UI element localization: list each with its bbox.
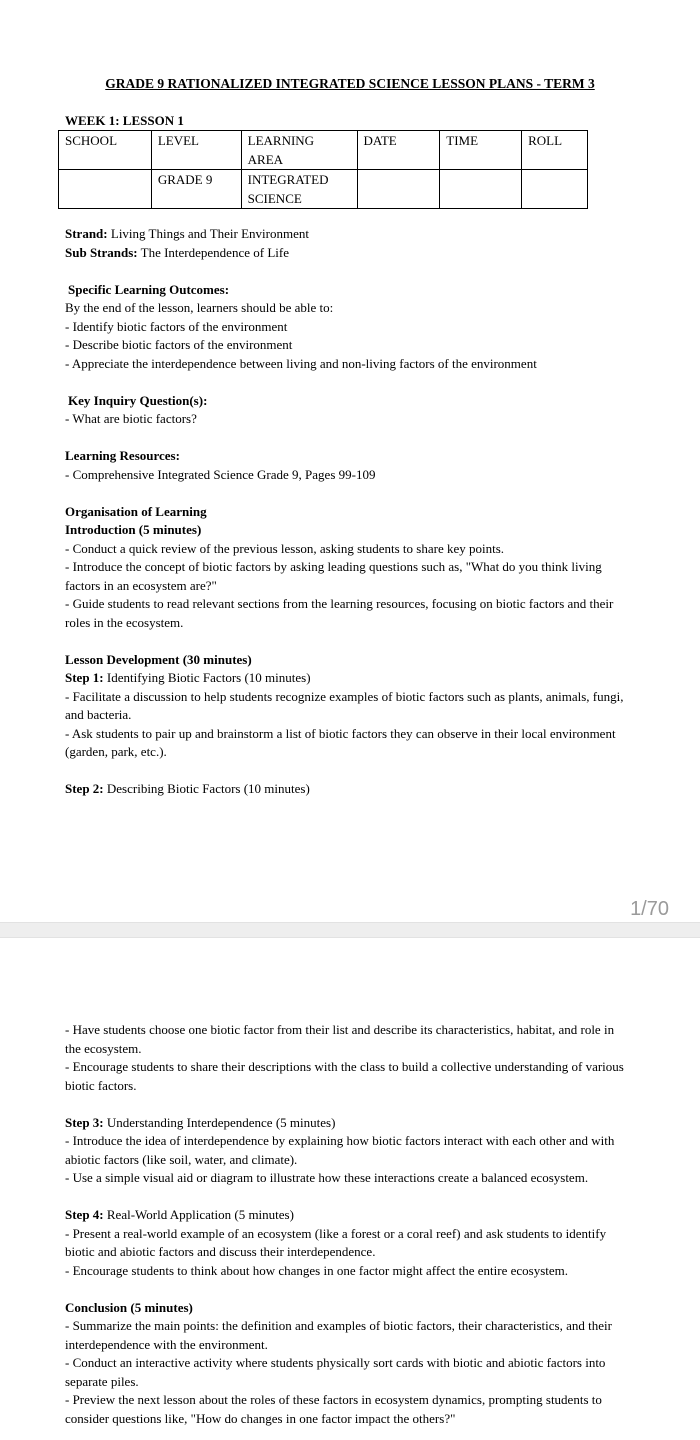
strand-line [65, 225, 625, 244]
table-cell [522, 170, 588, 209]
step-3-line [65, 1114, 625, 1133]
list-item: - Introduce the idea of interdependence by explaining how biotic factors interact with each other and with abiotic factors (like soil, water, and climate). [65, 1133, 615, 1167]
table-cell: INTEGRATED SCIENCE [241, 170, 357, 209]
list-item: - Appreciate the interdependence between living and non-living factors of the environment [65, 355, 537, 371]
table-header-row [59, 131, 588, 170]
introduction-heading: Introduction (5 minutes) [65, 522, 202, 537]
table-cell: ROLL [522, 131, 588, 170]
sub-strand-label: Sub Strands: [65, 244, 138, 260]
list-item: - Summarize the main points: the definition and examples of biotic factors, their characteristics, and their interdependence with the environment. [65, 1318, 612, 1352]
list-item: - Use a simple visual aid or diagram to illustrate how these interactions create a balanced ecosystem. [65, 1170, 589, 1185]
table-cell: LEVEL [151, 131, 241, 170]
list-item: - Present a real-world example of an ecosystem (like a forest or a coral reef) and ask students to identify biotic and abiotic factors and discuss their interdependence. [65, 1225, 607, 1259]
table-cell: GRADE 9 [151, 170, 241, 209]
list-item: - Encourage students to think about how changes in one factor might affect the entire ecosystem. [65, 1262, 568, 1278]
lesson-info-table [58, 130, 588, 209]
step-label: Step 1: [65, 670, 104, 685]
step-4-line [65, 1206, 625, 1225]
list-item: - Preview the next lesson about the roles of these factors in ecosystem dynamics, prompting students to consider questions like, "How do changes in one factor impact the others?" [65, 1392, 602, 1426]
list-item: - Introduce the concept of biotic factors by asking leading questions such as, "What do you think living factors in an ecosystem are?" [65, 559, 602, 593]
step-title: Understanding Interdependence (5 minutes) [103, 1114, 336, 1130]
conclusion-heading: Conclusion (5 minutes) [65, 1299, 193, 1315]
table-cell [59, 170, 152, 209]
table-cell: SCHOOL [59, 131, 152, 170]
step-title: Describing Biotic Factors (10 minutes) [103, 781, 310, 796]
list-item: - Describe biotic factors of the environment [65, 337, 293, 352]
table-cell [440, 170, 522, 209]
step-1-line [65, 669, 625, 688]
list-item: - Have students choose one biotic factor from their list and describe its characteristics, habitat, and role in the ecosystem. [65, 1022, 615, 1056]
list-item: - Conduct a quick review of the previous lesson, asking students to share key points. [65, 540, 505, 556]
step-title: Real-World Application (5 minutes) [103, 1207, 294, 1222]
outcomes-intro: By the end of the lesson, learners should be able to: [65, 300, 334, 315]
strand-label: Strand: [65, 226, 108, 241]
organisation-heading: Organisation of Learning [65, 503, 207, 519]
document-page-2 [0, 938, 700, 1440]
strand-value: Living Things and Their Environment [107, 226, 309, 241]
step-title: Identifying Biotic Factors (10 minutes) [103, 670, 311, 685]
table-cell: DATE [357, 131, 440, 170]
list-item: - Conduct an interactive activity where students physically sort cards with biotic and abiotic factors into separate piles. [65, 1355, 606, 1389]
resources-heading: Learning Resources: [65, 448, 180, 463]
table-cell [357, 170, 440, 209]
step-label: Step 3: [65, 1114, 104, 1130]
list-item: - Facilitate a discussion to help students recognize examples of biotic factors such as plants, animals, fungi, and bacteria. [65, 688, 624, 722]
table-cell: TIME [440, 131, 522, 170]
lesson-body-page-2 [65, 1021, 625, 1428]
list-item: - Identify biotic factors of the environment [65, 318, 288, 334]
development-heading: Lesson Development (30 minutes) [65, 651, 252, 667]
step-label: Step 4: [65, 1207, 104, 1222]
sub-strand-value: The Interdependence of Life [137, 244, 289, 260]
list-item: - What are biotic factors? [65, 411, 197, 426]
list-item: - Encourage students to share their descriptions with the class to build a collective understanding of various biotic factors. [65, 1059, 624, 1093]
sub-strand-line [65, 244, 625, 263]
list-item: - Comprehensive Integrated Science Grade 9, Pages 99-109 [65, 466, 376, 482]
lesson-body-page-1 [65, 225, 625, 799]
list-item: - Ask students to pair up and brainstorm a list of biotic factors they can observe in their local environment (garden, park, etc.). [65, 725, 616, 759]
page-indicator: 1/70 [630, 898, 669, 920]
table-row [59, 170, 588, 209]
page-separator [0, 922, 700, 938]
outcomes-heading: Specific Learning Outcomes: [68, 281, 230, 297]
week-heading: WEEK 1: LESSON 1 [65, 113, 184, 128]
inquiry-heading: Key Inquiry Question(s): [68, 392, 208, 408]
step-label: Step 2: [65, 781, 104, 796]
table-cell: LEARNING AREA [241, 131, 357, 170]
document-title: GRADE 9 RATIONALIZED INTEGRATED SCIENCE LESSON PLANS - TERM 3 [105, 76, 595, 91]
list-item: - Guide students to read relevant sections from the learning resources, focusing on biotic factors and their roles in the ecosystem. [65, 596, 614, 630]
step-2-line [65, 780, 625, 799]
